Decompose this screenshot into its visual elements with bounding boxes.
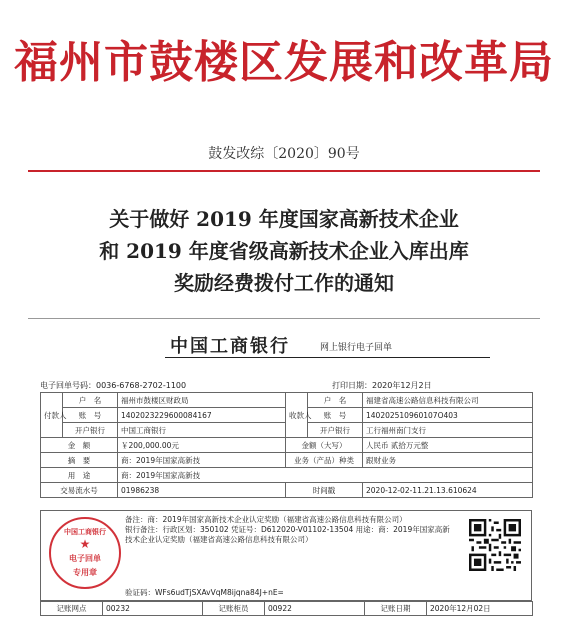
- book-date-label: 记账日期: [365, 602, 427, 616]
- seal-line1: 电子回单: [69, 554, 101, 563]
- notes-text: [125, 515, 455, 545]
- amount-upper-label: 金额（大写）: [286, 438, 363, 453]
- teller-label: 记账柜员: [203, 602, 265, 616]
- payee-account-label: 账 号: [308, 408, 363, 423]
- table-row: [41, 438, 533, 453]
- serial-label: 交易流水号: [41, 483, 118, 498]
- gray-divider: [28, 318, 540, 319]
- receipt-number-label: 电子回单号码：: [40, 381, 96, 390]
- payee-account: 140202510960107O403: [363, 408, 533, 423]
- bank-underline: [165, 357, 490, 358]
- payer-bank-label: 开户银行: [63, 423, 118, 438]
- notes-line1: 备注：商：2019年国家高新技术企业认定奖励（福建省高速公路信息科技有限公司）: [125, 515, 407, 524]
- footer-table: [40, 601, 533, 616]
- timestamp-label: 时间戳: [286, 483, 363, 498]
- branch-label: 记账网点: [41, 602, 103, 616]
- payer-name: 福州市鼓楼区财政局: [118, 393, 286, 408]
- payer-account: 1402023229600084167: [118, 408, 286, 423]
- payer-bank: 中国工商银行: [118, 423, 286, 438]
- notes-box: [40, 510, 532, 601]
- notice-title-line1: 关于做好 2019 年度国家高新技术企业: [109, 207, 459, 231]
- notice-title: [0, 203, 568, 299]
- seal-line2: 专用章: [73, 568, 97, 577]
- table-row: [41, 453, 533, 468]
- payee-bank: 工行福州南门支行: [363, 423, 533, 438]
- seal-arc-text: 中国工商银行: [64, 528, 106, 536]
- amount-upper: 人民币 贰拾万元整: [363, 438, 533, 453]
- table-row: [41, 602, 533, 616]
- org-title: 福州市鼓楼区发展和改革局: [14, 37, 554, 88]
- receipt-number: [40, 380, 186, 391]
- summary: 商：2019年国家高新技: [118, 453, 286, 468]
- business-type: 跟财业务: [363, 453, 533, 468]
- notes-line2: 银行备注：行政区划：350102 凭证号：D612020-V01102-13504 用途：商：2019年国家高新技术企业认定奖励（福建省高速公路信息科技有限公司）: [125, 525, 450, 544]
- payee-name: 福建省高速公路信息科技有限公司: [363, 393, 533, 408]
- purpose-label: 用 途: [41, 468, 118, 483]
- qr-code-icon: [469, 519, 521, 571]
- book-date: 2020年12月02日: [427, 602, 533, 616]
- receipt-table: [40, 392, 533, 498]
- red-divider: [28, 170, 540, 172]
- receipt-title: 网上银行电子回单: [320, 343, 393, 353]
- print-date-value: 2020年12月2日: [372, 381, 432, 390]
- verify-code: [125, 587, 284, 598]
- payer-account-label: 账 号: [63, 408, 118, 423]
- table-row: [41, 483, 533, 498]
- verify-value: WFs6udTjSXAvVqM8ijqna84J+nE=: [155, 588, 284, 597]
- payee-name-label: 户 名: [308, 393, 363, 408]
- branch: 00232: [103, 602, 203, 616]
- business-type-label: 业务（产品）种类: [286, 453, 363, 468]
- payee-label: 收款人: [286, 393, 308, 438]
- amount-label: 金 额: [41, 438, 118, 453]
- table-row: [41, 468, 533, 483]
- timestamp: 2020-12-02-11.21.13.610624: [363, 483, 533, 498]
- notice-title-line2: 和 2019 年度省级高新技术企业入库出库: [99, 239, 469, 263]
- purpose: 商：2019年国家高新技: [118, 468, 533, 483]
- summary-label: 摘 要: [41, 453, 118, 468]
- amount: ￥200,000.00元: [118, 438, 286, 453]
- verify-label: 验证码：: [125, 588, 155, 597]
- payer-name-label: 户 名: [63, 393, 118, 408]
- payer-label: 付款人: [41, 393, 63, 438]
- payee-bank-label: 开户银行: [308, 423, 363, 438]
- notice-title-line3: 奖励经费拨付工作的通知: [174, 271, 394, 295]
- teller: 00922: [265, 602, 365, 616]
- serial: 01986238: [118, 483, 286, 498]
- table-row: [41, 393, 533, 408]
- document-number: 鼓发改综〔2020〕90号: [208, 146, 360, 162]
- print-date: [332, 380, 432, 391]
- seal-star-icon: ★: [79, 537, 91, 551]
- bank-seal: [49, 517, 121, 589]
- bank-name: 中国工商银行: [170, 336, 290, 357]
- receipt-number-value: 0036-6768-2702-1100: [96, 381, 187, 390]
- print-date-label: 打印日期：: [332, 381, 372, 390]
